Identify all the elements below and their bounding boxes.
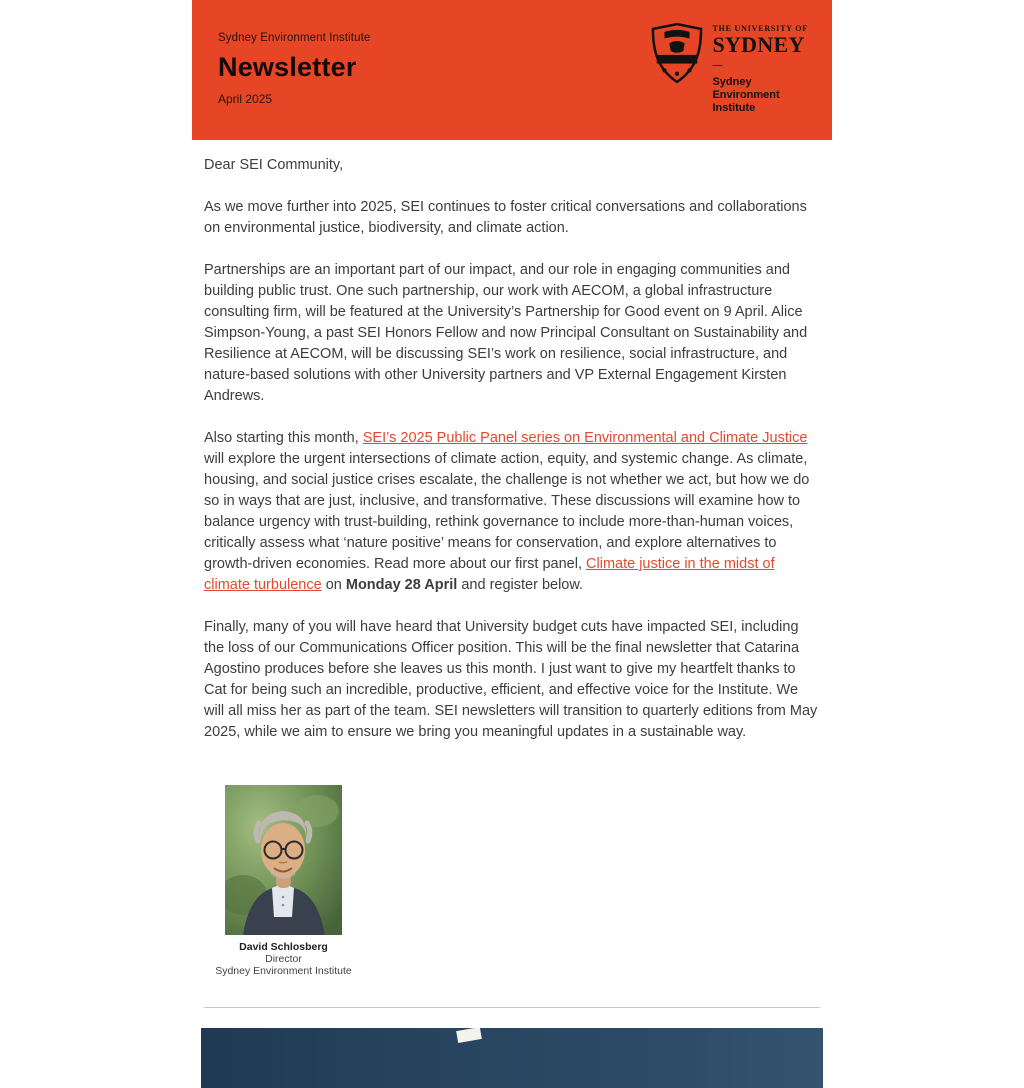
director-photo bbox=[225, 785, 342, 935]
newsletter-header bbox=[192, 0, 832, 140]
panel-series-paragraph bbox=[204, 428, 820, 596]
panel-date: Monday 28 April bbox=[345, 577, 458, 593]
newsletter-body bbox=[192, 155, 832, 1008]
newsletter-container bbox=[192, 0, 832, 1088]
panel-text-1: Also starting this month, bbox=[204, 430, 363, 446]
masthead-titles bbox=[218, 22, 370, 140]
section-divider bbox=[204, 1007, 820, 1008]
logo-sub-line-3: Institute bbox=[712, 102, 756, 114]
budget-paragraph: Finally, many of you will have heard that University budget cuts have impacted SEI, including the loss of our Communications Officer position. This will be the final newsletter that Catarina Agostino produces before she leaves us this month. I just want to give my heartfelt thanks to Cat for being such an incredible, productive, efficient, and effective voice for the Institute. We will all miss her as part of the team. SEI newsletters will transition to quarterly editions from May 2025, while we aim to ensure we bring you meaningful updates in a sustainable way. bbox=[204, 619, 818, 740]
partnerships-paragraph: Partnerships are an important part of our impact, and our role in engaging communities and building public trust. One such partnership, our work with AECOM, a global infrastructure consulting firm, will be featured at the University’s Partnership for Good event on 9 April. Alice Simpson-Young, a past SEI Honors Fellow and now Principal Consultant on Sustainability and Resilience at AECOM, will be discussing SEI’s work on resilience, social infrastructure, and nature-based solutions with other University partners and VP External Engagement Kirsten Andrews. bbox=[204, 262, 808, 404]
panel-text-4: and register below. bbox=[457, 577, 584, 593]
director-role: Director bbox=[265, 953, 302, 965]
panel-series-link[interactable]: SEI’s 2025 Public Panel series on Environmental and Climate Justice bbox=[362, 430, 808, 446]
logo-sub-line-1: Sydney bbox=[712, 76, 752, 88]
next-section-detail bbox=[456, 1028, 482, 1043]
logo-separator: — bbox=[712, 60, 723, 71]
climate-justice-panel-link[interactable]: Climate justice in the midst of climate turbulence bbox=[204, 556, 775, 593]
university-crest-icon bbox=[651, 22, 703, 84]
panel-text-3: on bbox=[321, 577, 346, 593]
director-name: David Schlosberg bbox=[239, 941, 328, 953]
intro-paragraph: As we move further into 2025, SEI continues to foster critical conversations and collaborations on environmental justice, biodiversity, and climate action. bbox=[204, 199, 807, 236]
university-name-large: SYDNEY bbox=[712, 32, 805, 57]
director-org: Sydney Environment Institute bbox=[215, 965, 352, 977]
newsletter-title: Newsletter bbox=[218, 52, 357, 82]
issue-date: April 2025 bbox=[218, 92, 273, 106]
next-section-preview bbox=[201, 1028, 823, 1088]
director-profile bbox=[215, 785, 352, 977]
director-caption bbox=[195, 941, 372, 977]
institute-name: Sydney Environment Institute bbox=[218, 32, 371, 44]
university-logo-text bbox=[712, 22, 808, 115]
salutation: Dear SEI Community, bbox=[204, 157, 344, 173]
university-logo bbox=[651, 22, 808, 140]
logo-sub-line-2: Environment bbox=[712, 89, 780, 101]
university-name-small: THE UNIVERSITY OF bbox=[712, 24, 808, 33]
panel-text-2: will explore the urgent intersections of climate action, equity, and systemic change. As climate, housing, and social justice crises escalate, the challenge is not whether we act, but how we do so in ways that are just, inclusive, and transformative. These discussions will examine how to balance urgency with trust-building, rethink governance to include more-than-human voices, critically assess what ‘nature positive’ means for conservation, and explore alternatives to growth-driven economies. Read more about our first panel, bbox=[204, 451, 810, 572]
